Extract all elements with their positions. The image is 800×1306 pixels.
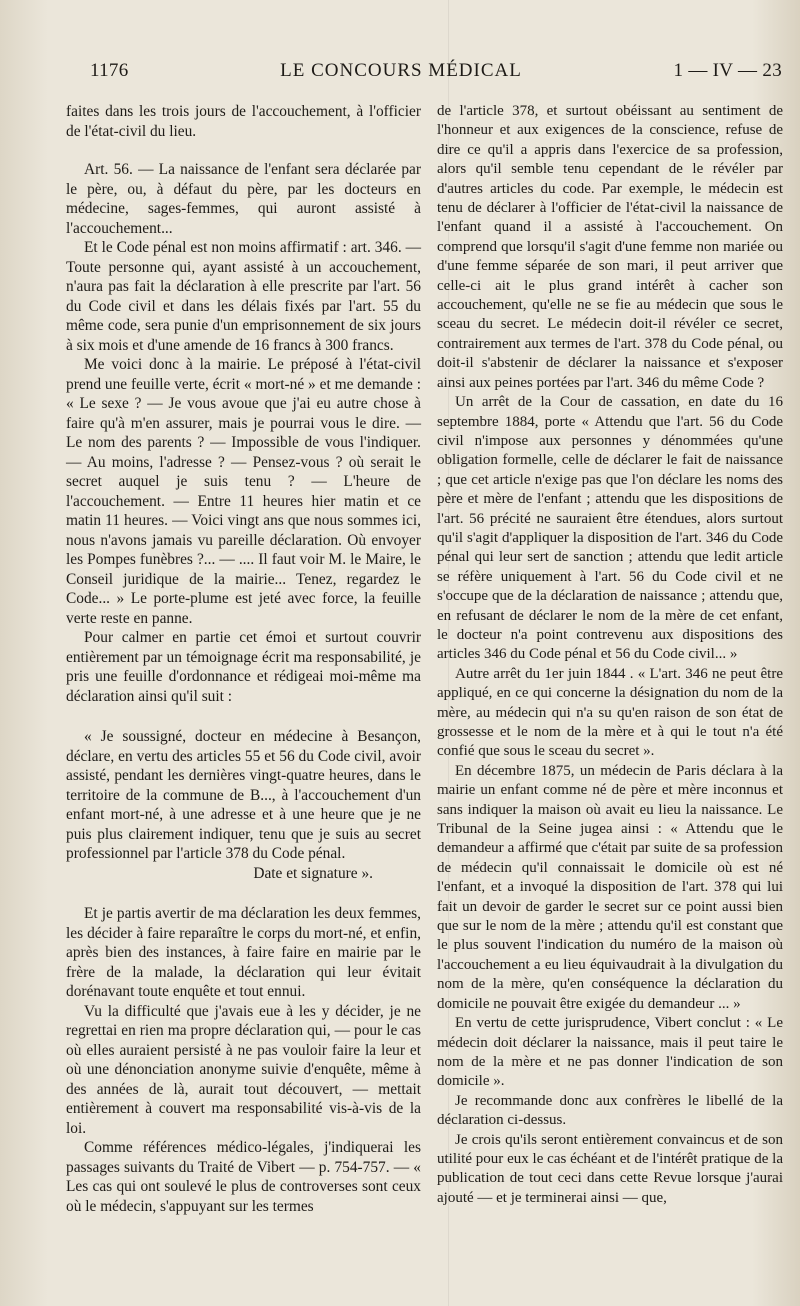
paragraph: Pour calmer en partie cet émoi et surtout couvrir entièrement par un témoignage écrit ma responsabilité, je pris une feuille d'ordonnance et rédigeai moi-même ma déclaration ainsi qu'il suit : xyxy=(66,629,421,705)
text-columns xyxy=(66,102,786,1216)
paragraph: Vu la difficulté que j'avais eue à les y décider, je ne regrettai en rien ma propre déclaration qui, — pour le cas où elles auraient persisté à ne pas vouloir faire la leur et où une dénonciation anonyme suivie d'enquête, même à des années de là, aurait tout découvert, — mettait entièrement à couvert ma responsabilité vis-à-vis de la loi. xyxy=(66,1002,421,1137)
paragraph: « Je soussigné, docteur en médecine à Besançon, déclare, en vertu des articles 55 et 56 du Code civil, avoir assisté, pendant les dernières vingt-quatre heures, dans le territoire de la commune de B..., à l'accouchement d'un enfant mort-né, à une adresse et à une heure que je ne puis plus clairement indiquer, tenu que je suis au secret professionnel par l'article 378 du Code pénal. xyxy=(66,728,421,862)
paragraph: de l'article 378, et surtout obéissant au sentiment de l'honneur et aux exigences de la conscience, refuse de dire ce qu'il a appris dans l'exercice de sa profession, alors qu'il semble tenu cependant de le révéler par d'autres articles du code. Par exemple, le médecin est tenu de déclarer à l'officier de l'état-civil la naissance de l'enfant quand il a assisté à l'accouchement. On comprend que lorsqu'il s'agit d'une femme non mariée ou d'une femme séparée de son mari, il peut arriver que celle-ci ait le plus grand intérêt à cacher son accouchement, qu'elle ne se fie au médecin que sous le sceau du secret. Le médecin doit-il révéler ce secret, contrairement aux termes de l'art. 378 du Code pénal, ou doit-il s'abstenir de déclarer la naissance et s'exposer ainsi aux peines portées par l'art. 346 du même Code ? xyxy=(437,103,783,391)
paragraph: Et je partis avertir de ma déclaration les deux femmes, les décider à faire reparaître le corps du mort-né, et enfin, après bien des instances, à faire faire en mairie par le frère de la malade, la déclaration qui leur évitait dorénavant toute enquête et tout ennui. xyxy=(66,905,421,1000)
paragraph: En vertu de cette jurisprudence, Vibert conclut : « Le médecin doit déclarer la naissance, mais il peut taire le nom de la mère et ne pas donner l'indication de son domicile ». xyxy=(437,1015,783,1090)
page-number: 1176 xyxy=(90,60,129,81)
paragraph: Et le Code pénal est non moins affirmatif : art. 346. — Toute personne qui, ayant assisté à un accouchement, n'aura pas fait la déclaration à elle prescrite par l'art. 56 du Code civil et dans les délais fixés par l'art. 55 du même code, sera punie d'un emprisonnement de six jours à six mois et d'une amende de 16 francs à 300 francs. xyxy=(66,239,421,354)
paragraph: faites dans les trois jours de l'accouchement, à l'officier de l'état-civil du lieu. xyxy=(66,103,421,140)
journal-title: LE CONCOURS MÉDICAL xyxy=(280,60,522,81)
paragraph: Je recommande donc aux confrères le libellé de la déclaration ci-dessus. xyxy=(437,1092,783,1129)
paragraph: Comme références médico-légales, j'indiquerai les passages suivants du Traité de Vibert — p. 754-757. — « Les cas qui ont soulevé le plus de controverses sont ceux où le médecin, s'appuyant sur les termes xyxy=(66,1139,421,1215)
right-column xyxy=(437,102,783,1216)
left-column xyxy=(66,102,421,1216)
running-header xyxy=(66,60,786,90)
page-fold xyxy=(448,0,449,1306)
paragraph: Date et signature ». xyxy=(253,864,373,882)
paragraph: En décembre 1875, un médecin de Paris déclara à la mairie un enfant comme né de père et mère inconnus et sans indiquer la maison où avait eu lieu la naissance. Le Tribunal de la Seine jugea ainsi : « Attendu que le demandeur a affirmé que c'était par suite de sa profession de médecin qu'il connaissait le domicile où est né l'enfant, et a invoqué la disposition de l'art. 378 qui lui fait un devoir de garder le secret sur ce point aussi bien que sur le nom de la mère ; attendu qu'il est constant que le plus souvent l'indication du numéro de la maison où l'accouchement a eu lieu équivaudrait à la divulgation du nom de la mère, qu'en conséquence la déclaration du domicile ne pouvait être exigée du demandeur ... » xyxy=(437,762,783,1012)
paragraph: Art. 56. — La naissance de l'enfant sera déclarée par le père, ou, à défaut du père, par les docteurs en médecine, sages-femmes, qui auront assisté à l'accouchement... xyxy=(66,161,421,237)
issue-date: 1 — IV — 23 xyxy=(673,60,782,81)
paragraph: Je crois qu'ils seront entièrement convaincus et de son utilité pour eux le cas échéant et de l'intérêt pratique de la publication de tout ceci dans cette Revue lorsque j'aurai ajouté — et je terminerai ainsi — que, xyxy=(437,1131,783,1206)
paragraph: Un arrêt de la Cour de cassation, en date du 16 septembre 1884, porte « Attendu que l'art. 56 du Code civil n'impose aux personnes y dénommées qu'une obligation formelle, celle de déclarer le fait de naissance ; que cet article n'exige pas que l'on déclare les noms des père et mère de l'enfant ; attendu que les dispositions de l'art. 56 précité ne sauraient être étendues, alors surtout qu'il s'agit d'appliquer la disposition de l'art. 346 du Code pénal qui leur sert de sanction ; attendu que ledit article se réfère uniquement à l'art. 56 du Code civil et ne s'occupe que de la déclaration de naissance ; attendu que, en refusant de déclarer le nom de la mère de cet enfant, le docteur n'a point contrevenu aux dispositions des articles 346 du Code pénal et 56 du Code civil... » xyxy=(437,394,783,663)
paragraph: Autre arrêt du 1er juin 1844 . « L'art. 346 ne peut être appliqué, en ce qui concerne la désignation du nom de la mère, au médecin qui n'a su qu'en raison de son état de grossesse et le nom de la mère et à qui le tout n'a été confié que sous le sceau du secret ». xyxy=(437,665,783,760)
paragraph: Me voici donc à la mairie. Le préposé à l'état-civil prend une feuille verte, écrit « mort-né » et me demande : « Le sexe ? — Je vous avoue que j'ai eu autre chose à faire qu'à m'en assurer, mais je pourrai vous le dire. — Le nom des parents ? — Impossible de vous l'indiquer. — Au moins, l'adresse ? — Pensez-vous ? où serait le secret auquel je suis tenu ? — L'heure de l'accouchement. — Entre 11 heures hier matin et ce matin 11 heures. — Voici vingt ans que nous sommes ici, nous n'avons jamais vu pareille déclaration. Où envoyer les Pompes funèbres ?... — .... Il faut voir M. le Maire, le Conseil juridique de la mairie... Tenez, regardez le Code... » Le porte-plume est jeté avec force, la feuille verte reste en panne. xyxy=(66,356,421,627)
